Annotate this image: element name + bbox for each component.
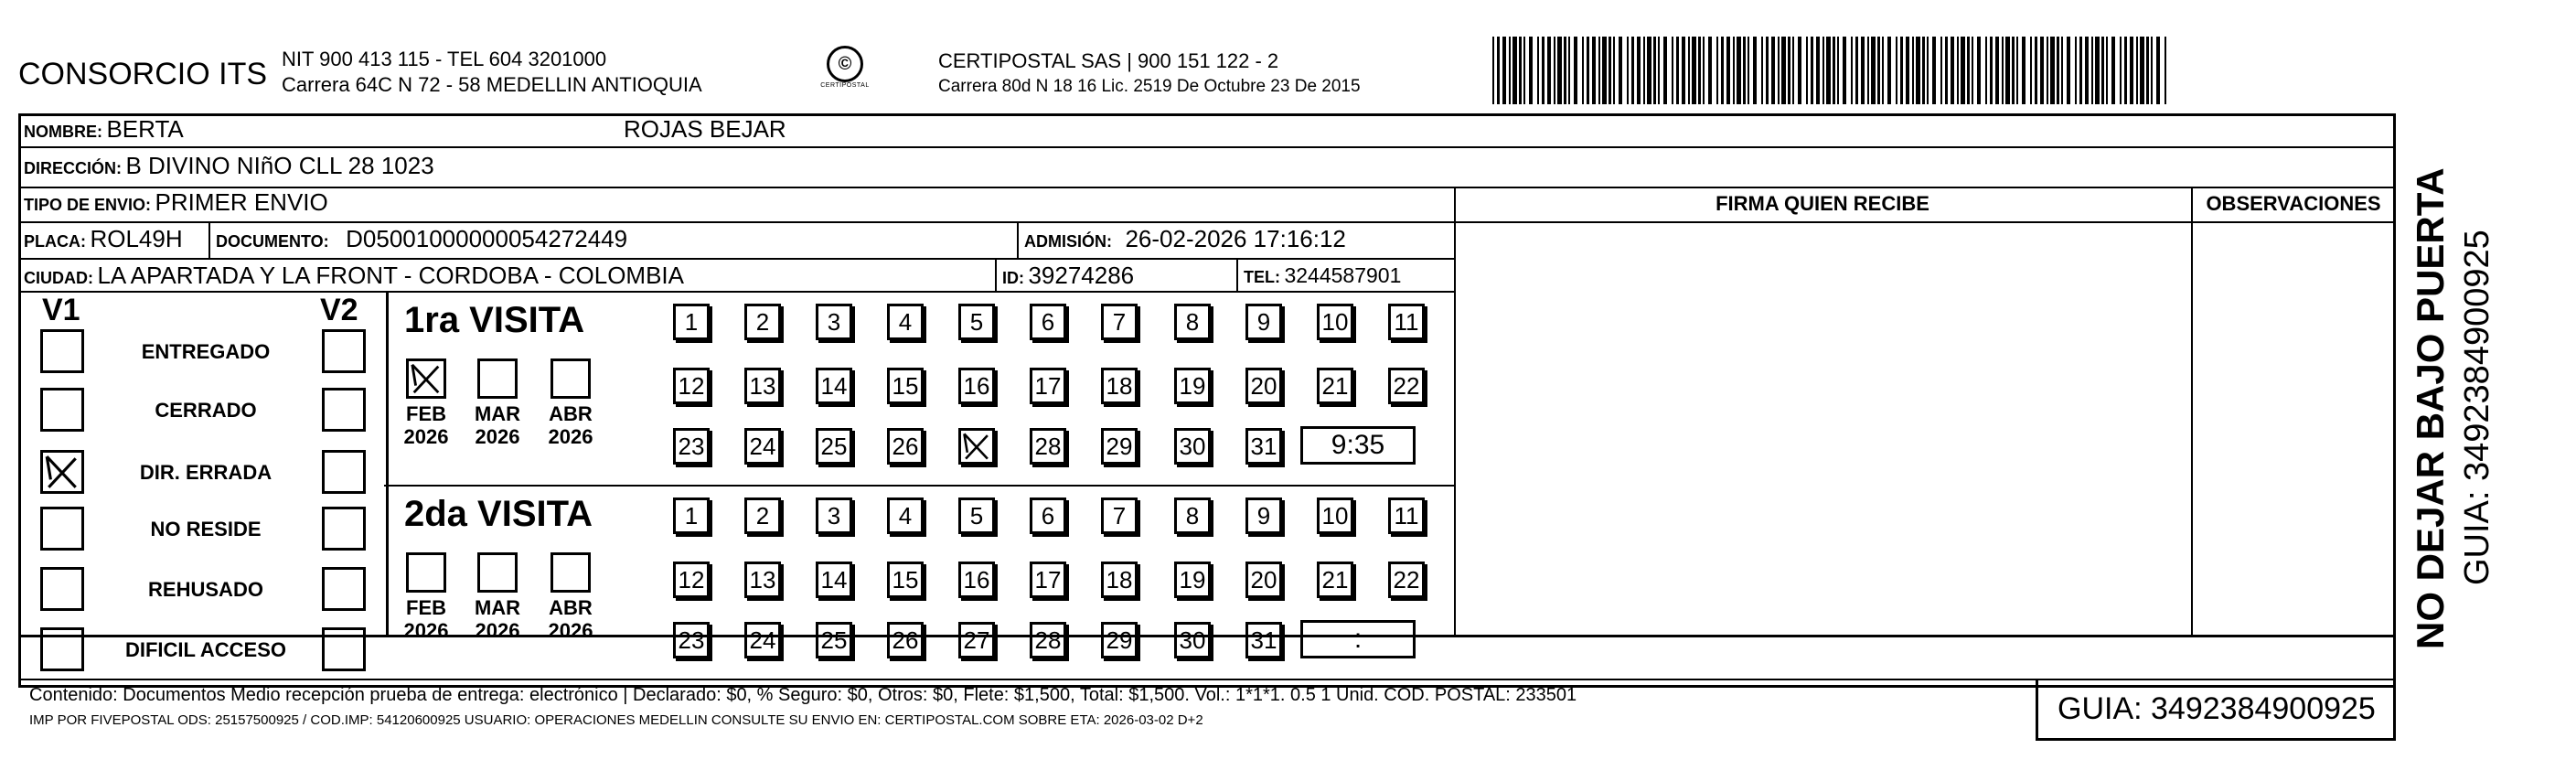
second-visit-day-14[interactable]: 14 <box>816 562 852 598</box>
nombre-row <box>24 117 184 141</box>
company-name: CONSORCIO ITS <box>18 57 268 91</box>
admision-label: ADMISIÓN: <box>1024 232 1112 251</box>
second-visit-month-label <box>399 596 454 643</box>
observaciones-area[interactable] <box>2198 229 2389 627</box>
tipo-envio-row <box>24 190 328 214</box>
second-visit-day-4[interactable]: 4 <box>887 497 924 534</box>
month-year: 2026 <box>403 425 449 449</box>
first-visit-day-27[interactable] <box>958 428 995 465</box>
second-visit-day-18[interactable]: 18 <box>1101 562 1138 598</box>
documento-row <box>216 227 627 251</box>
first-visit-day-22[interactable]: 22 <box>1388 368 1425 404</box>
v1-checkbox[interactable] <box>40 627 84 671</box>
handwritten-mark-icon <box>409 361 444 396</box>
first-visit-day-26[interactable]: 26 <box>887 428 924 465</box>
second-visit-day-6[interactable]: 6 <box>1030 497 1066 534</box>
logo-caption: CERTIPOSTAL <box>820 82 870 89</box>
v2-checkbox[interactable] <box>322 507 366 551</box>
first-visit-day-30[interactable]: 30 <box>1174 428 1211 465</box>
tipo-envio-label: TIPO DE ENVIO: <box>24 196 152 214</box>
month-name: ABR <box>549 596 593 619</box>
second-visit-day-20[interactable]: 20 <box>1245 562 1282 598</box>
placa-value: ROL49H <box>90 225 183 252</box>
first-visit-month-label <box>399 402 454 449</box>
second-visit-day-10[interactable]: 10 <box>1317 497 1353 534</box>
handwritten-mark-icon <box>961 431 992 462</box>
first-visit-day-12[interactable]: 12 <box>673 368 710 404</box>
first-visit-day-19[interactable]: 19 <box>1174 368 1211 404</box>
second-visit-day-31[interactable]: 31 <box>1245 622 1282 658</box>
v2-checkbox[interactable] <box>322 329 366 373</box>
month-name: MAR <box>474 402 521 425</box>
status-option-label: NO RESIDE <box>150 518 262 540</box>
first-visit-day-17[interactable]: 17 <box>1030 368 1066 404</box>
first-visit-day-21[interactable]: 21 <box>1317 368 1353 404</box>
first-visit-day-9[interactable]: 9 <box>1245 304 1282 340</box>
placa-row <box>24 227 183 251</box>
second-visit-day-3[interactable]: 3 <box>816 497 852 534</box>
tel-label: TEL: <box>1244 268 1280 286</box>
first-visit-day-31[interactable]: 31 <box>1245 428 1282 465</box>
second-visit-day-12[interactable]: 12 <box>673 562 710 598</box>
certipostal-address: Carrera 80d N 18 16 Lic. 2519 De Octubre 23 De 2015 <box>938 77 1361 96</box>
nombre-last: ROJAS BEJAR <box>624 115 786 143</box>
admision-value: 26-02-2026 17:16:12 <box>1125 225 1346 252</box>
first-visit-day-6[interactable]: 6 <box>1030 304 1066 340</box>
logo-mark-icon: © <box>827 46 863 82</box>
second-visit-day-21[interactable]: 21 <box>1317 562 1353 598</box>
month-name: FEB <box>406 402 446 425</box>
v2-header: V2 <box>320 293 358 327</box>
second-visit-day-27[interactable]: 27 <box>958 622 995 658</box>
tel-row <box>1244 265 1401 286</box>
first-visit-day-20[interactable]: 20 <box>1245 368 1282 404</box>
first-visit-day-14[interactable]: 14 <box>816 368 852 404</box>
v1-checkbox[interactable] <box>40 388 84 432</box>
month-year: 2026 <box>475 619 520 643</box>
v2-checkbox[interactable] <box>322 388 366 432</box>
v1-checkbox[interactable] <box>40 329 84 373</box>
id-label: ID: <box>1002 269 1024 287</box>
status-option-label: DIFICIL ACCESO <box>124 638 286 661</box>
second-visit-day-19[interactable]: 19 <box>1174 562 1211 598</box>
second-visit-day-2[interactable]: 2 <box>744 497 781 534</box>
first-visit-day-3[interactable]: 3 <box>816 304 852 340</box>
second-visit-month-checkbox[interactable] <box>406 552 446 593</box>
barcode-icon <box>1492 37 2169 104</box>
first-visit-month-label <box>470 402 525 449</box>
v2-checkbox[interactable] <box>322 627 366 671</box>
second-visit-day-28[interactable]: 28 <box>1030 622 1066 658</box>
first-visit-day-5[interactable]: 5 <box>958 304 995 340</box>
second-visit-day-26[interactable]: 26 <box>887 622 924 658</box>
first-visit-month-checkbox[interactable] <box>477 358 518 399</box>
v1-checkbox[interactable] <box>40 567 84 611</box>
second-visit-day-11[interactable]: 11 <box>1388 497 1425 534</box>
month-name: FEB <box>406 596 446 619</box>
v1-checkbox[interactable] <box>40 507 84 551</box>
first-visit-day-7[interactable]: 7 <box>1101 304 1138 340</box>
first-visit-day-11[interactable]: 11 <box>1388 304 1425 340</box>
second-visit-month-label <box>543 596 598 643</box>
nombre-first: BERTA <box>106 115 184 143</box>
observaciones-header: OBSERVACIONES <box>2206 192 2381 215</box>
side-guia: GUIA: 3492384900925 <box>2458 230 2496 585</box>
second-visit-day-1[interactable]: 1 <box>673 497 710 534</box>
ciudad-label: CIUDAD: <box>24 269 93 287</box>
footer-guia: GUIA: 3492384900925 <box>2058 691 2376 726</box>
id-value: 39274286 <box>1028 262 1135 289</box>
second-visit-day-9[interactable]: 9 <box>1245 497 1282 534</box>
status-option-label: ENTREGADO <box>141 340 271 363</box>
second-visit-title: 2da VISITA <box>404 494 593 534</box>
second-visit-day-22[interactable]: 22 <box>1388 562 1425 598</box>
first-visit-day-29[interactable]: 29 <box>1101 428 1138 465</box>
month-name: MAR <box>474 596 521 619</box>
month-name: ABR <box>549 402 593 425</box>
v1-header: V1 <box>42 293 80 327</box>
second-visit-day-7[interactable]: 7 <box>1101 497 1138 534</box>
first-visit-day-13[interactable]: 13 <box>744 368 781 404</box>
first-visit-title: 1ra VISITA <box>404 300 585 340</box>
direccion-label: DIRECCIÓN: <box>24 159 122 177</box>
direccion-row <box>24 154 434 177</box>
second-visit-month-label <box>470 596 525 643</box>
first-visit-month-checkbox[interactable] <box>406 358 446 399</box>
placa-label: PLACA: <box>24 232 86 251</box>
tel-value: 3244587901 <box>1284 263 1402 287</box>
first-visit-day-18[interactable]: 18 <box>1101 368 1138 404</box>
direccion-value: B DIVINO NIñO CLL 28 1023 <box>125 152 434 179</box>
firma-header: FIRMA QUIEN RECIBE <box>1716 192 1929 215</box>
nombre-label: NOMBRE: <box>24 123 102 141</box>
documento-label: DOCUMENTO: <box>216 232 329 251</box>
month-year: 2026 <box>548 619 593 643</box>
first-visit-day-24[interactable]: 24 <box>744 428 781 465</box>
second-visit-time-field[interactable]: : <box>1300 620 1416 658</box>
footer-print-info: IMP POR FIVEPOSTAL ODS: 25157500925 / COD.IMP: 54120600925 USUARIO: OPERACIONES MEDELLIN CONSULTE SU ENVIO EN: CERTIPOSTAL.COM SOBRE ETA: 2026-03-02 D+2 <box>29 712 1203 728</box>
first-visit-time-field[interactable]: 9:35 <box>1300 426 1416 465</box>
second-visit-day-5[interactable]: 5 <box>958 497 995 534</box>
first-visit-day-28[interactable]: 28 <box>1030 428 1066 465</box>
documento-value: D05001000000054272449 <box>346 225 628 252</box>
first-visit-month-checkbox[interactable] <box>550 358 591 399</box>
firma-area[interactable] <box>1463 229 2180 627</box>
guia-box <box>2036 679 2396 741</box>
first-visit-month-label <box>543 402 598 449</box>
side-warning: NO DEJAR BAJO PUERTA <box>2409 167 2452 649</box>
id-row <box>1002 263 1134 287</box>
first-visit-day-8[interactable]: 8 <box>1174 304 1211 340</box>
second-visit-day-17[interactable]: 17 <box>1030 562 1066 598</box>
second-visit-day-24[interactable]: 24 <box>744 622 781 658</box>
month-year: 2026 <box>475 425 520 449</box>
month-year: 2026 <box>403 619 449 643</box>
second-visit-day-13[interactable]: 13 <box>744 562 781 598</box>
status-option-label: DIR. ERRADA <box>139 461 273 484</box>
certipostal-logo <box>819 46 871 93</box>
v1-checkbox[interactable] <box>40 450 84 494</box>
second-visit-day-23[interactable]: 23 <box>673 622 710 658</box>
first-visit-day-1[interactable]: 1 <box>673 304 710 340</box>
second-visit-month-checkbox[interactable] <box>477 552 518 593</box>
certipostal-line: CERTIPOSTAL SAS | 900 151 122 - 2 <box>938 49 1279 72</box>
first-visit-day-16[interactable]: 16 <box>958 368 995 404</box>
second-visit-day-8[interactable]: 8 <box>1174 497 1211 534</box>
second-visit-month-checkbox[interactable] <box>550 552 591 593</box>
second-visit-day-30[interactable]: 30 <box>1174 622 1211 658</box>
first-visit-day-10[interactable]: 10 <box>1317 304 1353 340</box>
second-visit-day-16[interactable]: 16 <box>958 562 995 598</box>
first-visit-day-25[interactable]: 25 <box>816 428 852 465</box>
status-option-label: REHUSADO <box>148 578 263 601</box>
handwritten-mark-icon <box>43 453 81 491</box>
footer-contents: Contenido: Documentos Medio recepción prueba de entrega: electrónico | Declarado: $0, % Seguro: $0, Otros: $0, Flete: $1,500, Total: $1,500. Vol.: 1*1*1. 0.5 1 Unid. COD. POSTAL: 233501 <box>29 685 1577 705</box>
month-year: 2026 <box>548 425 593 449</box>
first-visit-day-15[interactable]: 15 <box>887 368 924 404</box>
ciudad-row <box>24 263 684 287</box>
v2-checkbox[interactable] <box>322 450 366 494</box>
company-address: Carrera 64C N 72 - 58 MEDELLIN ANTIOQUIA <box>282 73 702 96</box>
second-visit-day-15[interactable]: 15 <box>887 562 924 598</box>
first-visit-day-23[interactable]: 23 <box>673 428 710 465</box>
v2-checkbox[interactable] <box>322 567 366 611</box>
second-visit-day-29[interactable]: 29 <box>1101 622 1138 658</box>
nit-line: NIT 900 413 115 - TEL 604 3201000 <box>282 48 607 70</box>
tipo-envio-value: PRIMER ENVIO <box>155 188 328 216</box>
first-visit-day-4[interactable]: 4 <box>887 304 924 340</box>
admision-row <box>1024 227 1346 251</box>
ciudad-value: LA APARTADA Y LA FRONT - CORDOBA - COLOMBIA <box>97 262 684 289</box>
first-visit-day-2[interactable]: 2 <box>744 304 781 340</box>
status-option-label: CERRADO <box>155 399 257 422</box>
second-visit-day-25[interactable]: 25 <box>816 622 852 658</box>
